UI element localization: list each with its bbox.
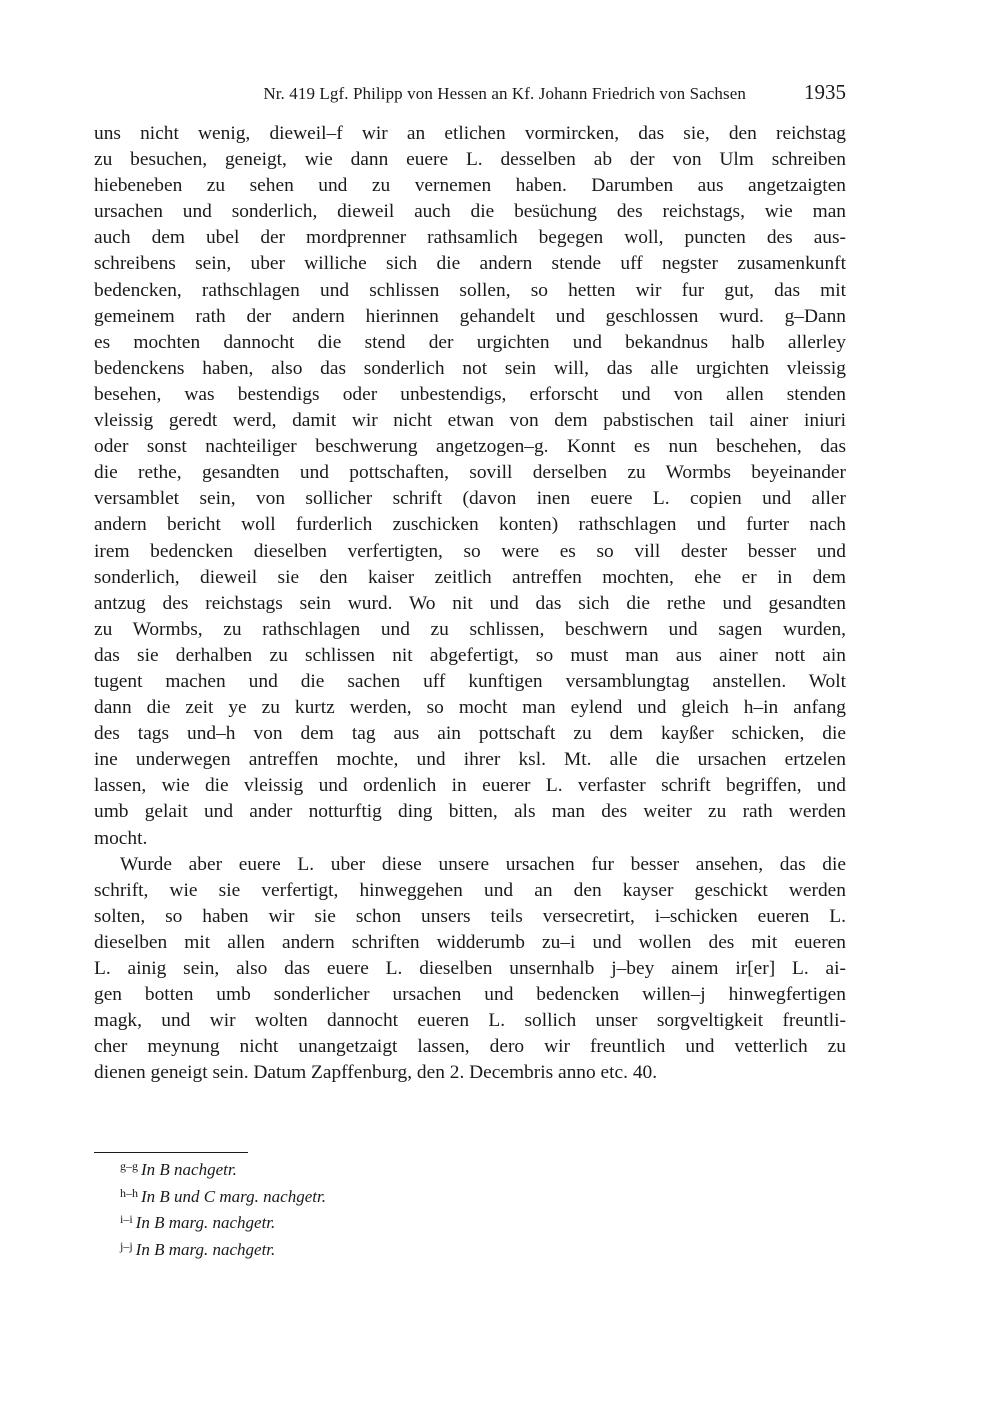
footnote-item	[120, 1235, 720, 1262]
text-line: ine underwegen antreffen mochte, und ihrer ksl. Mt. alle die ursachen ertzelen	[94, 749, 846, 771]
text-line: tugent machen und die sachen uff kunftigen versamblungtag anstellen. Wolt	[94, 670, 846, 692]
text-line: des tags und–h von dem tag aus ain pottschaft zu dem kayßer schicken, die	[94, 723, 846, 745]
text-line: bedencken, rathschlagen und schlissen sollen, so hetten wir fur gut, das mit	[94, 279, 846, 301]
text-line: zu Wormbs, zu rathschlagen und zu schlissen, beschwern und sagen wurden,	[94, 618, 846, 640]
text-line: das sie derhalben zu schlissen nit abgefertigt, so must man aus ainer nott ain	[94, 644, 846, 666]
footnote-mark: i–i	[120, 1212, 133, 1226]
text-line: ursachen und sonderlich, dieweil auch die besüchung des reichstags, wie man	[94, 201, 846, 223]
footnote-text: In B marg. nachgetr.	[135, 1213, 276, 1232]
text-line: lassen, wie die vleissig und ordenlich in euerer L. verfaster schrift begriffen, und	[94, 775, 846, 797]
text-line: dann die zeit ye zu kurtz werden, so mocht man eylend und gleich h–in anfang	[94, 697, 846, 719]
text-line: bedenckens haben, also das sonderlich not sein will, das alle urgichten vleissig	[94, 357, 846, 379]
footnote-item	[120, 1182, 720, 1209]
page-number: 1935	[804, 80, 846, 104]
running-header	[94, 80, 846, 108]
footnote-mark: j–j	[120, 1238, 133, 1253]
text-line: dienen geneigt sein. Datum Zapffenburg, den 2. Decembris anno etc. 40.	[94, 1062, 658, 1084]
text-line: zu besuchen, geneigt, wie dann euere L. desselben ab der von Ulm schreiben	[94, 149, 846, 171]
text-line: solten, so haben wir sie schon unsers teils versecretirt, i–schicken eueren L.	[94, 905, 846, 927]
footnote-divider	[94, 1152, 248, 1153]
text-line: irem bedencken dieselben verfertigten, so were es so vill dester besser und	[94, 540, 846, 562]
text-line: oder sonst nachteiliger beschwerung angetzogen–g. Konnt es nun beschehen, das	[94, 436, 846, 458]
text-line: hiebeneben zu sehen und zu vernemen haben. Darumben aus angetzaigten	[94, 175, 846, 197]
text-line: uns nicht wenig, dieweil–f wir an etlichen vormircken, das sie, den reichstag	[94, 123, 846, 144]
text-line: besehen, was bestendigs oder unbestendigs, erforscht und von allen stenden	[94, 383, 846, 405]
text-line: dieselben mit allen andern schriften widderumb zu–i und wollen des mit eueren	[94, 931, 846, 953]
footnote-text: In B marg. nachgetr.	[135, 1239, 276, 1259]
text-line: cher meynung nicht unangetzaigt lassen, dero wir freuntlich und vetterlich zu	[94, 1036, 846, 1058]
text-line: die rethe, gesandten und pottschaften, sovill derselben zu Wormbs beyeinander	[94, 462, 846, 484]
text-line: auch dem ubel der mordprenner rathsamlich begegen woll, puncten des aus-	[94, 227, 846, 249]
text-line: gemeinem rath der andern hierinnen gehandelt und geschlossen wurd. g–Dann	[94, 305, 846, 327]
footnote-text: In B und C marg. nachgetr.	[141, 1186, 326, 1206]
text-line: es mochten dannocht die stend der urgichten und bekandnus halb allerley	[94, 331, 846, 353]
text-line: schreibens sein, uber williche sich die andern stende uff negster zusamenkunft	[94, 253, 846, 275]
paragraph-start-line: Wurde aber euere L. uber diese unsere ursachen fur besser ansehen, das die	[120, 853, 846, 875]
header-title: Nr. 419 Lgf. Philipp von Hessen an Kf. Johann Friedrich von Sachsen	[263, 84, 746, 103]
footnote-item	[120, 1208, 720, 1235]
text-line: schrift, wie sie verfertigt, hinweggehen und an den kayser geschickt werden	[94, 879, 846, 901]
footnotes	[120, 1155, 720, 1261]
footnote-item	[120, 1155, 720, 1182]
footnote-mark: h–h	[120, 1185, 138, 1200]
text-line: versamblet sein, von sollicher schrift (davon inen euere L. copien und aller	[94, 488, 846, 510]
footnote-text: In B nachgetr.	[141, 1160, 237, 1179]
text-line: gen botten umb sonderlicher ursachen und bedencken willen–j hinwegfertigen	[94, 984, 846, 1006]
text-line: antzug des reichstags sein wurd. Wo nit und das sich die rethe und gesandten	[94, 592, 846, 614]
text-line: mocht.	[94, 827, 148, 849]
text-line: sonderlich, dieweil sie den kaiser zeitlich antreffen mochten, ehe er in dem	[94, 566, 846, 588]
text-line: umb gelait und ander notturftig ding bitten, als man des weiter zu rath werden	[94, 801, 846, 823]
text-line: andern bericht woll furderlich zuschicken konten) rathschlagen und furter nach	[94, 514, 846, 536]
footnote-mark: g–g	[120, 1159, 138, 1173]
text-line: L. ainig sein, also das euere L. dieselben unsernhalb j–bey ainem ir[er] L. ai-	[94, 958, 846, 979]
letter-body	[94, 121, 846, 1086]
text-line: vleissig geredt werd, damit wir nicht etwan von dem pabstischen tail ainer iniuri	[94, 410, 846, 432]
text-line: magk, und wir wolten dannocht eueren L. sollich unser sorgveltigkeit freuntli-	[94, 1010, 846, 1032]
